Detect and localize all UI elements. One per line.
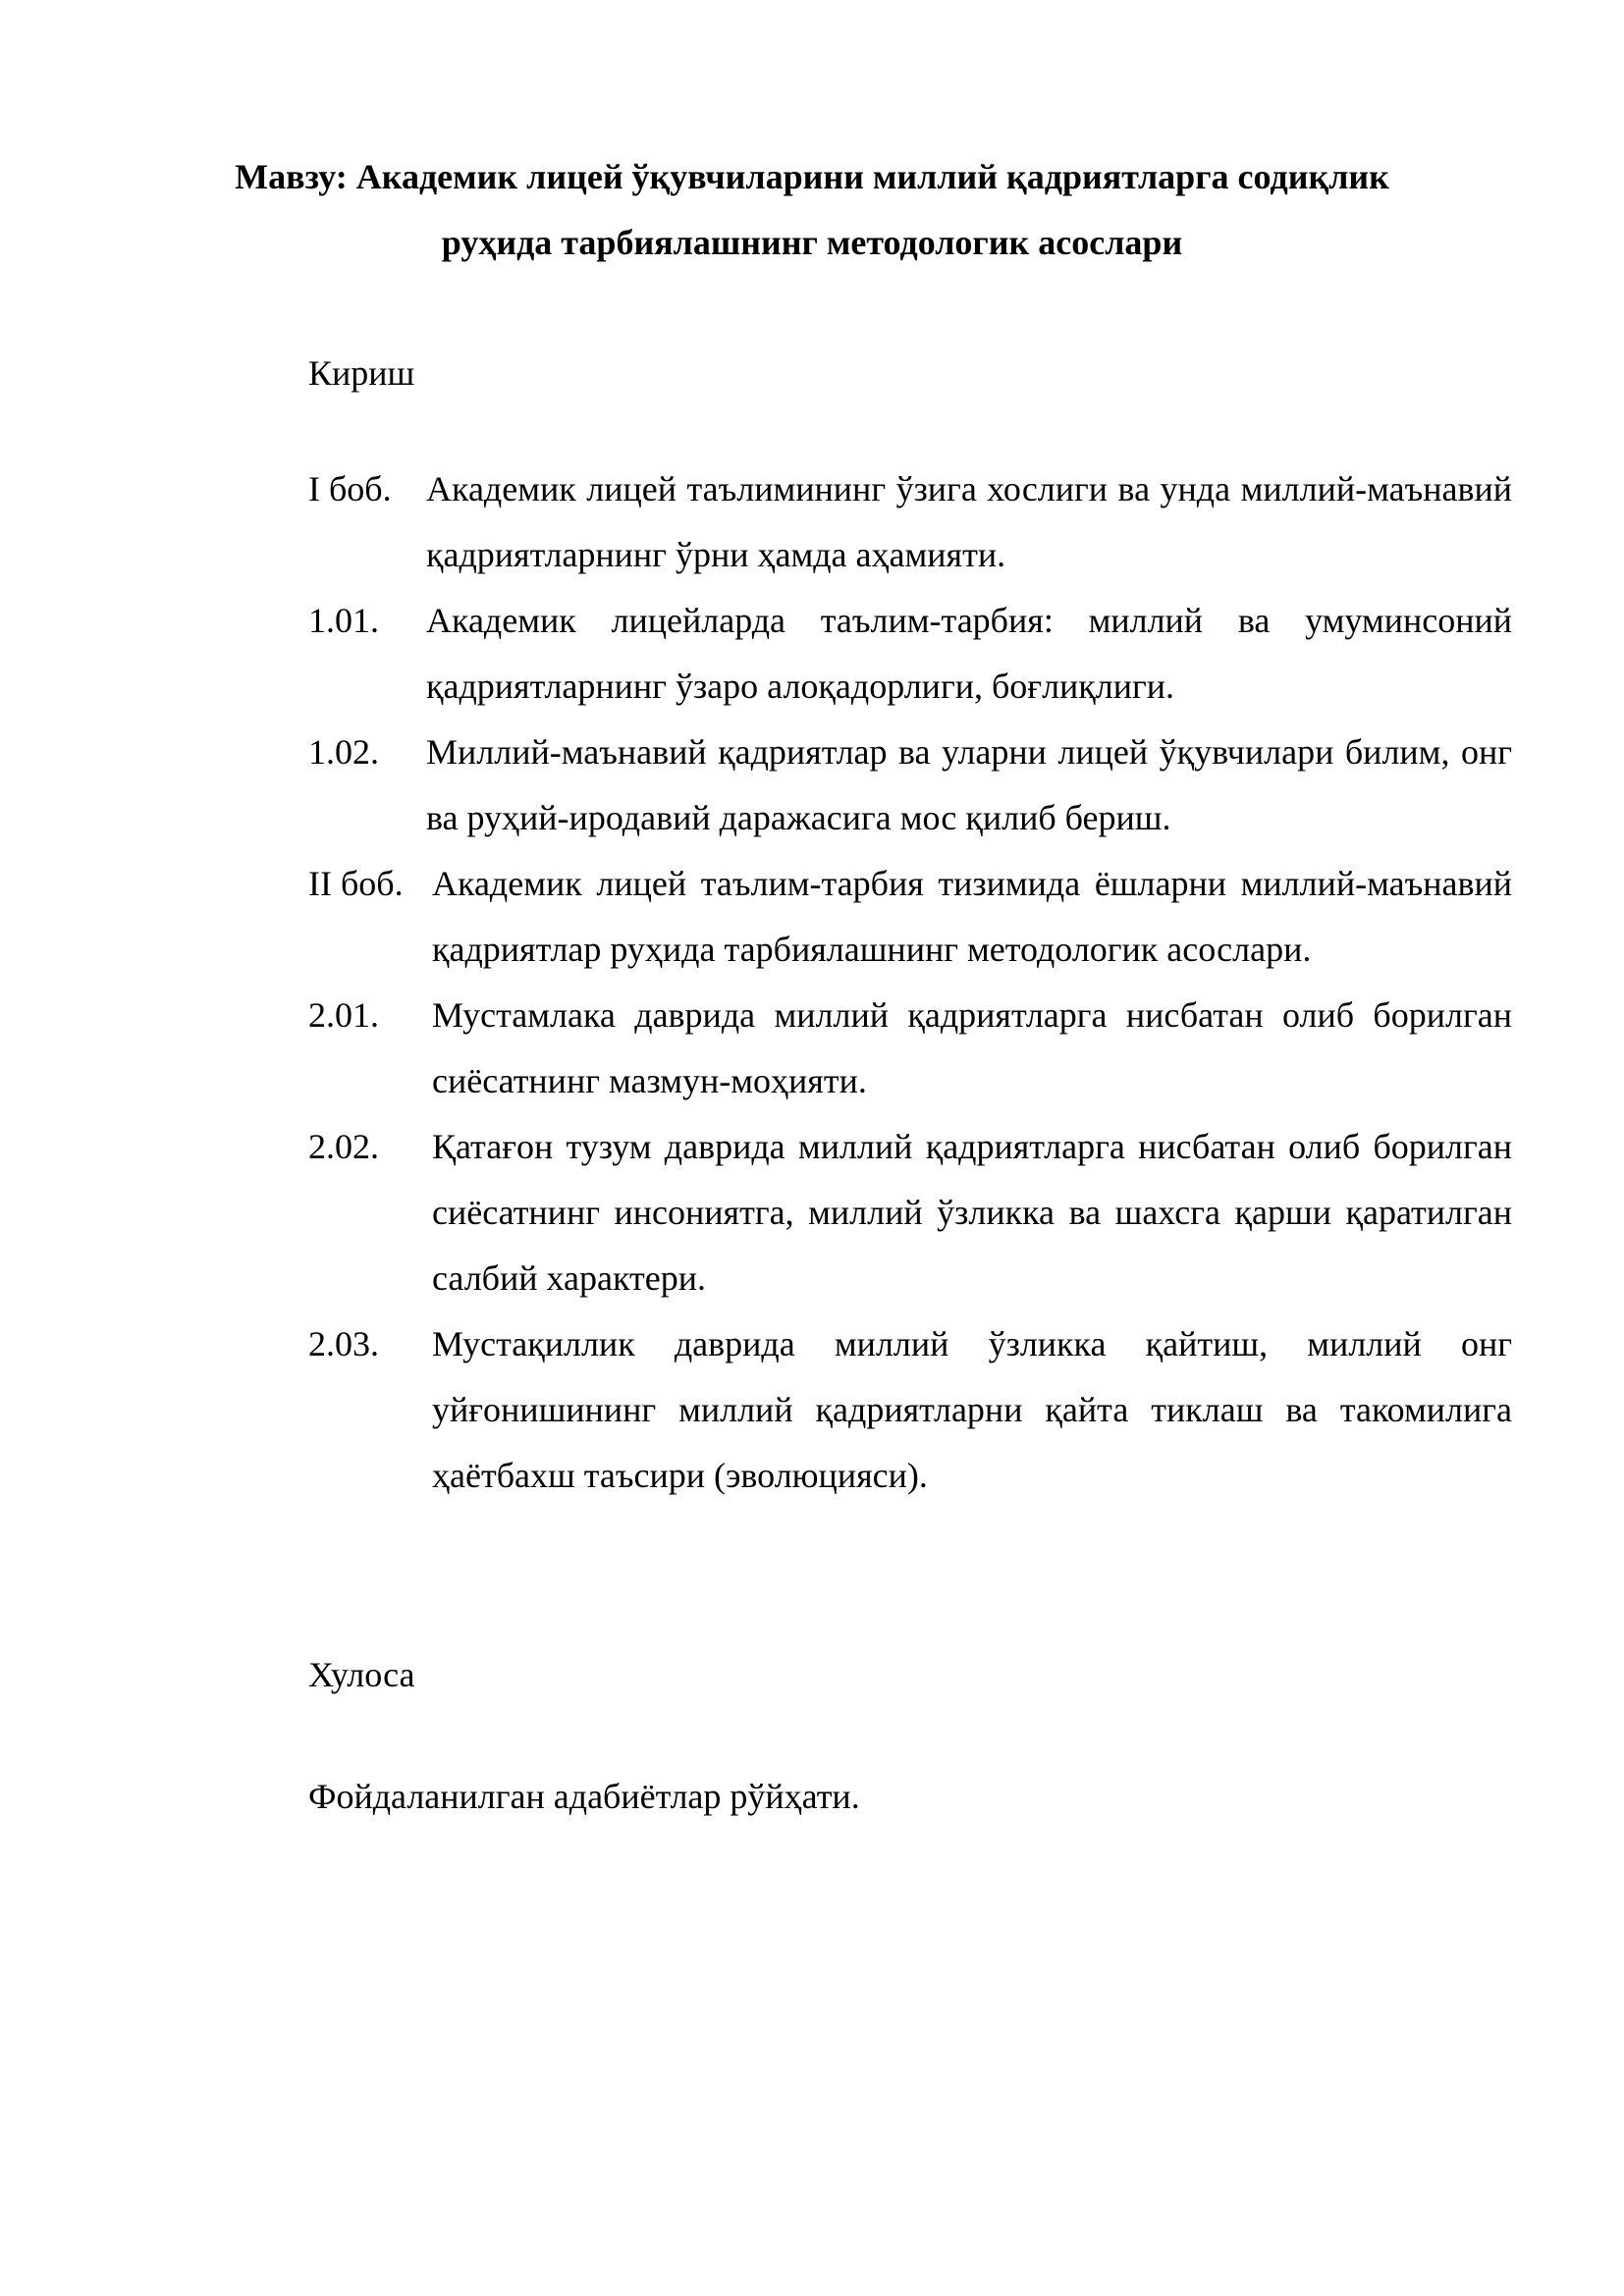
- title-line-2: руҳида тарбиялашнинг методологик асослари: [441, 223, 1183, 262]
- table-of-contents: [308, 456, 1512, 1509]
- toc-entry-chapter-2: [308, 851, 1512, 983]
- toc-entry-number: II боб.: [308, 864, 404, 903]
- toc-entry-number: 2.02.: [308, 1127, 379, 1166]
- toc-entry-number: 1.01.: [308, 601, 379, 640]
- intro-heading: Кириш: [308, 353, 415, 393]
- toc-entry-number: I боб.: [308, 469, 392, 508]
- toc-entry-2-02: [308, 1114, 1512, 1311]
- references-heading: Фойдаланилган адабиётлар рўйҳати.: [308, 1777, 860, 1816]
- title-label: Мавзу:: [235, 157, 348, 196]
- toc-entry-text: Мустақиллик даврида миллий ўзликка қайтиш, миллий онг уйғонишининг миллий қадриятларни қайта тиклаш ва такомилига ҳаётбахш таъсири (эволюцияси).: [432, 1324, 1512, 1495]
- toc-entry-2-01: [308, 983, 1512, 1114]
- toc-entry-number: 2.03.: [308, 1324, 379, 1363]
- toc-entry-2-03: [308, 1311, 1512, 1509]
- toc-entry-number: 1.02.: [308, 732, 379, 772]
- toc-entry-text: Академик лицей таълим-тарбия тизимида ёшларни миллий-маънавий қадриятлар руҳида тарбиялашнинг методологик асослари.: [432, 864, 1512, 969]
- toc-entry-chapter-1: [308, 456, 1512, 588]
- toc-entry-text: Миллий-маънавий қадриятлар ва уларни лицей ўқувчилари билим, онг ва руҳий-иродавий даражасига мос қилиб бериш.: [426, 732, 1512, 837]
- toc-entry-text: Академик лицейларда таълим-тарбия: миллий ва умуминсоний қадриятларнинг ўзаро алоқадорлиги, боғлиқлиги.: [426, 601, 1512, 706]
- title-text-1: Академик лицей ўқувчиларини миллий қадриятларга содиқлик: [347, 157, 1389, 196]
- conclusion-heading: Хулоса: [308, 1655, 415, 1694]
- toc-entry-text: Қатағон тузум даврида миллий қадриятларга нисбатан олиб борилган сиёсатнинг инсониятга, миллий ўзликка ва шахсга қарши қаратилган салбий характери.: [432, 1127, 1512, 1298]
- toc-entry-1-01: [308, 588, 1512, 720]
- toc-entry-1-02: [308, 720, 1512, 851]
- toc-entry-text: Мустамлака даврида миллий қадриятларга нисбатан олиб борилган сиёсатнинг мазмун-моҳияти.: [432, 995, 1512, 1100]
- title-line-1: [216, 155, 1408, 198]
- toc-entry-number: 2.01.: [308, 995, 379, 1035]
- toc-entry-text: Академик лицей таълимининг ўзига хослиги ва унда миллий-маънавий қадриятларнинг ўрни ҳамда аҳамияти.: [426, 469, 1512, 574]
